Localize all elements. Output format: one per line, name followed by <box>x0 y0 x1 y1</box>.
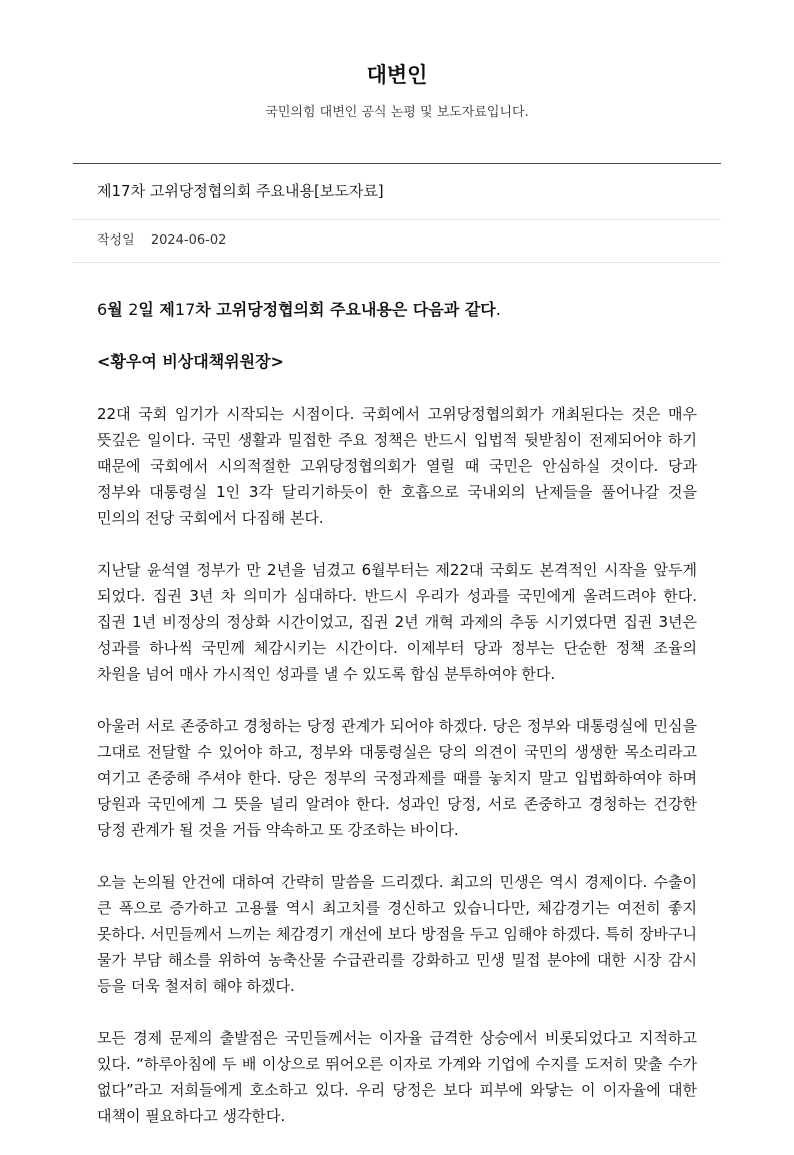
post-meta <box>73 220 721 263</box>
site-header <box>0 0 794 123</box>
lead-sentence: 6월 2일 제17차 고위당정협의회 주요내용은 다음과 같다. <box>97 300 501 319</box>
post-title: 제17차 고위당정협의회 주요내용[보도자료] <box>73 164 721 220</box>
body-paragraph-2: 지난달 윤석열 정부가 만 2년을 넘겼고 6월부터는 제22대 국회도 본격적인 시작을 앞두게 되었다. 집권 3년 차 의미가 심대하다. 반드시 우리가 성과를 국민에게 올려드려야 한다. 집권 1년 비정상의 정상화 시간이었고, 집권 2년 개혁 과제의 추동 시기였다면 집권 3년은 성과를 하나씩 국민께 체감시키는 시간이다. 이제부터 당과 정부는 단순한 정책 조율의 차원을 넘어 매사 가시적인 성과를 낼 수 있도록 합심 분투하여야 한다. <box>97 561 697 683</box>
post-body <box>73 263 721 1129</box>
date-label: 작성일 <box>97 233 135 248</box>
post-article <box>73 163 721 1155</box>
post-date: 2024-06-02 <box>150 233 227 248</box>
body-paragraph-1: 22대 국회 임기가 시작되는 시점이다. 국회에서 고위당정협의회가 개최된다는 것은 매우 뜻깊은 일이다. 국민 생활과 밀접한 주요 정책은 반드시 입법적 뒷받침이 전제되어야 하기 때문에 국회에서 시의적절한 고위당정협의회가 열릴 때 국민은 안심하실 것이다. 당과 정부와 대통령실 1인 3각 달리기하듯이 한 호흡으로 국내외의 난제들을 풀어나갈 것을 민의의 전당 국회에서 다짐해 본다. <box>97 405 697 527</box>
site-description: 국민의힘 대변인 공식 논평 및 보도자료입니다. <box>265 105 529 120</box>
site-title[interactable]: 대변인 <box>366 63 428 87</box>
speaker-heading: <황우여 비상대책위원장> <box>97 352 284 371</box>
body-paragraph-4: 오늘 논의될 안건에 대하여 간략히 말씀을 드리겠다. 최고의 민생은 역시 경제이다. 수출이 큰 폭으로 증가하고 고용률 역시 최고치를 경신하고 있습니다만, 체감경기는 여전히 좋지 못하다. 서민들께서 느끼는 체감경기 개선에 보다 방점을 두고 임해야 하겠다. 특히 장바구니 물가 부담 해소를 위하여 농축산물 수급관리를 강화하고 민생 밀접 분야에 대한 시장 감시 등을 더욱 철저히 해야 하겠다. <box>97 873 697 995</box>
body-paragraph-5: 모든 경제 문제의 출발점은 국민들께서는 이자율 급격한 상승에서 비롯되었다고 지적하고 있다. “하루아침에 두 배 이상으로 뛰어오른 이자로 가계와 기업에 수지를 도저히 맞출 수가 없다”라고 저희들에게 호소하고 있다. 우리 당정은 보다 피부에 와닿는 이 이자율에 대한 대책이 필요하다고 생각한다. <box>97 1029 697 1125</box>
body-paragraph-3: 아울러 서로 존중하고 경청하는 당정 관계가 되어야 하겠다. 당은 정부와 대통령실에 민심을 그대로 전달할 수 있어야 하고, 정부와 대통령실은 당의 의견이 국민의 생생한 목소리라고 여기고 존중해 주셔야 한다. 당은 정부의 국정과제를 때를 놓치지 말고 입법화하여야 하며 당원과 국민에게 그 뜻을 널리 알려야 한다. 성과인 당정, 서로 존중하고 경청하는 건강한 당정 관계가 될 것을 거듭 약속하고 또 강조하는 바이다. <box>97 717 697 839</box>
